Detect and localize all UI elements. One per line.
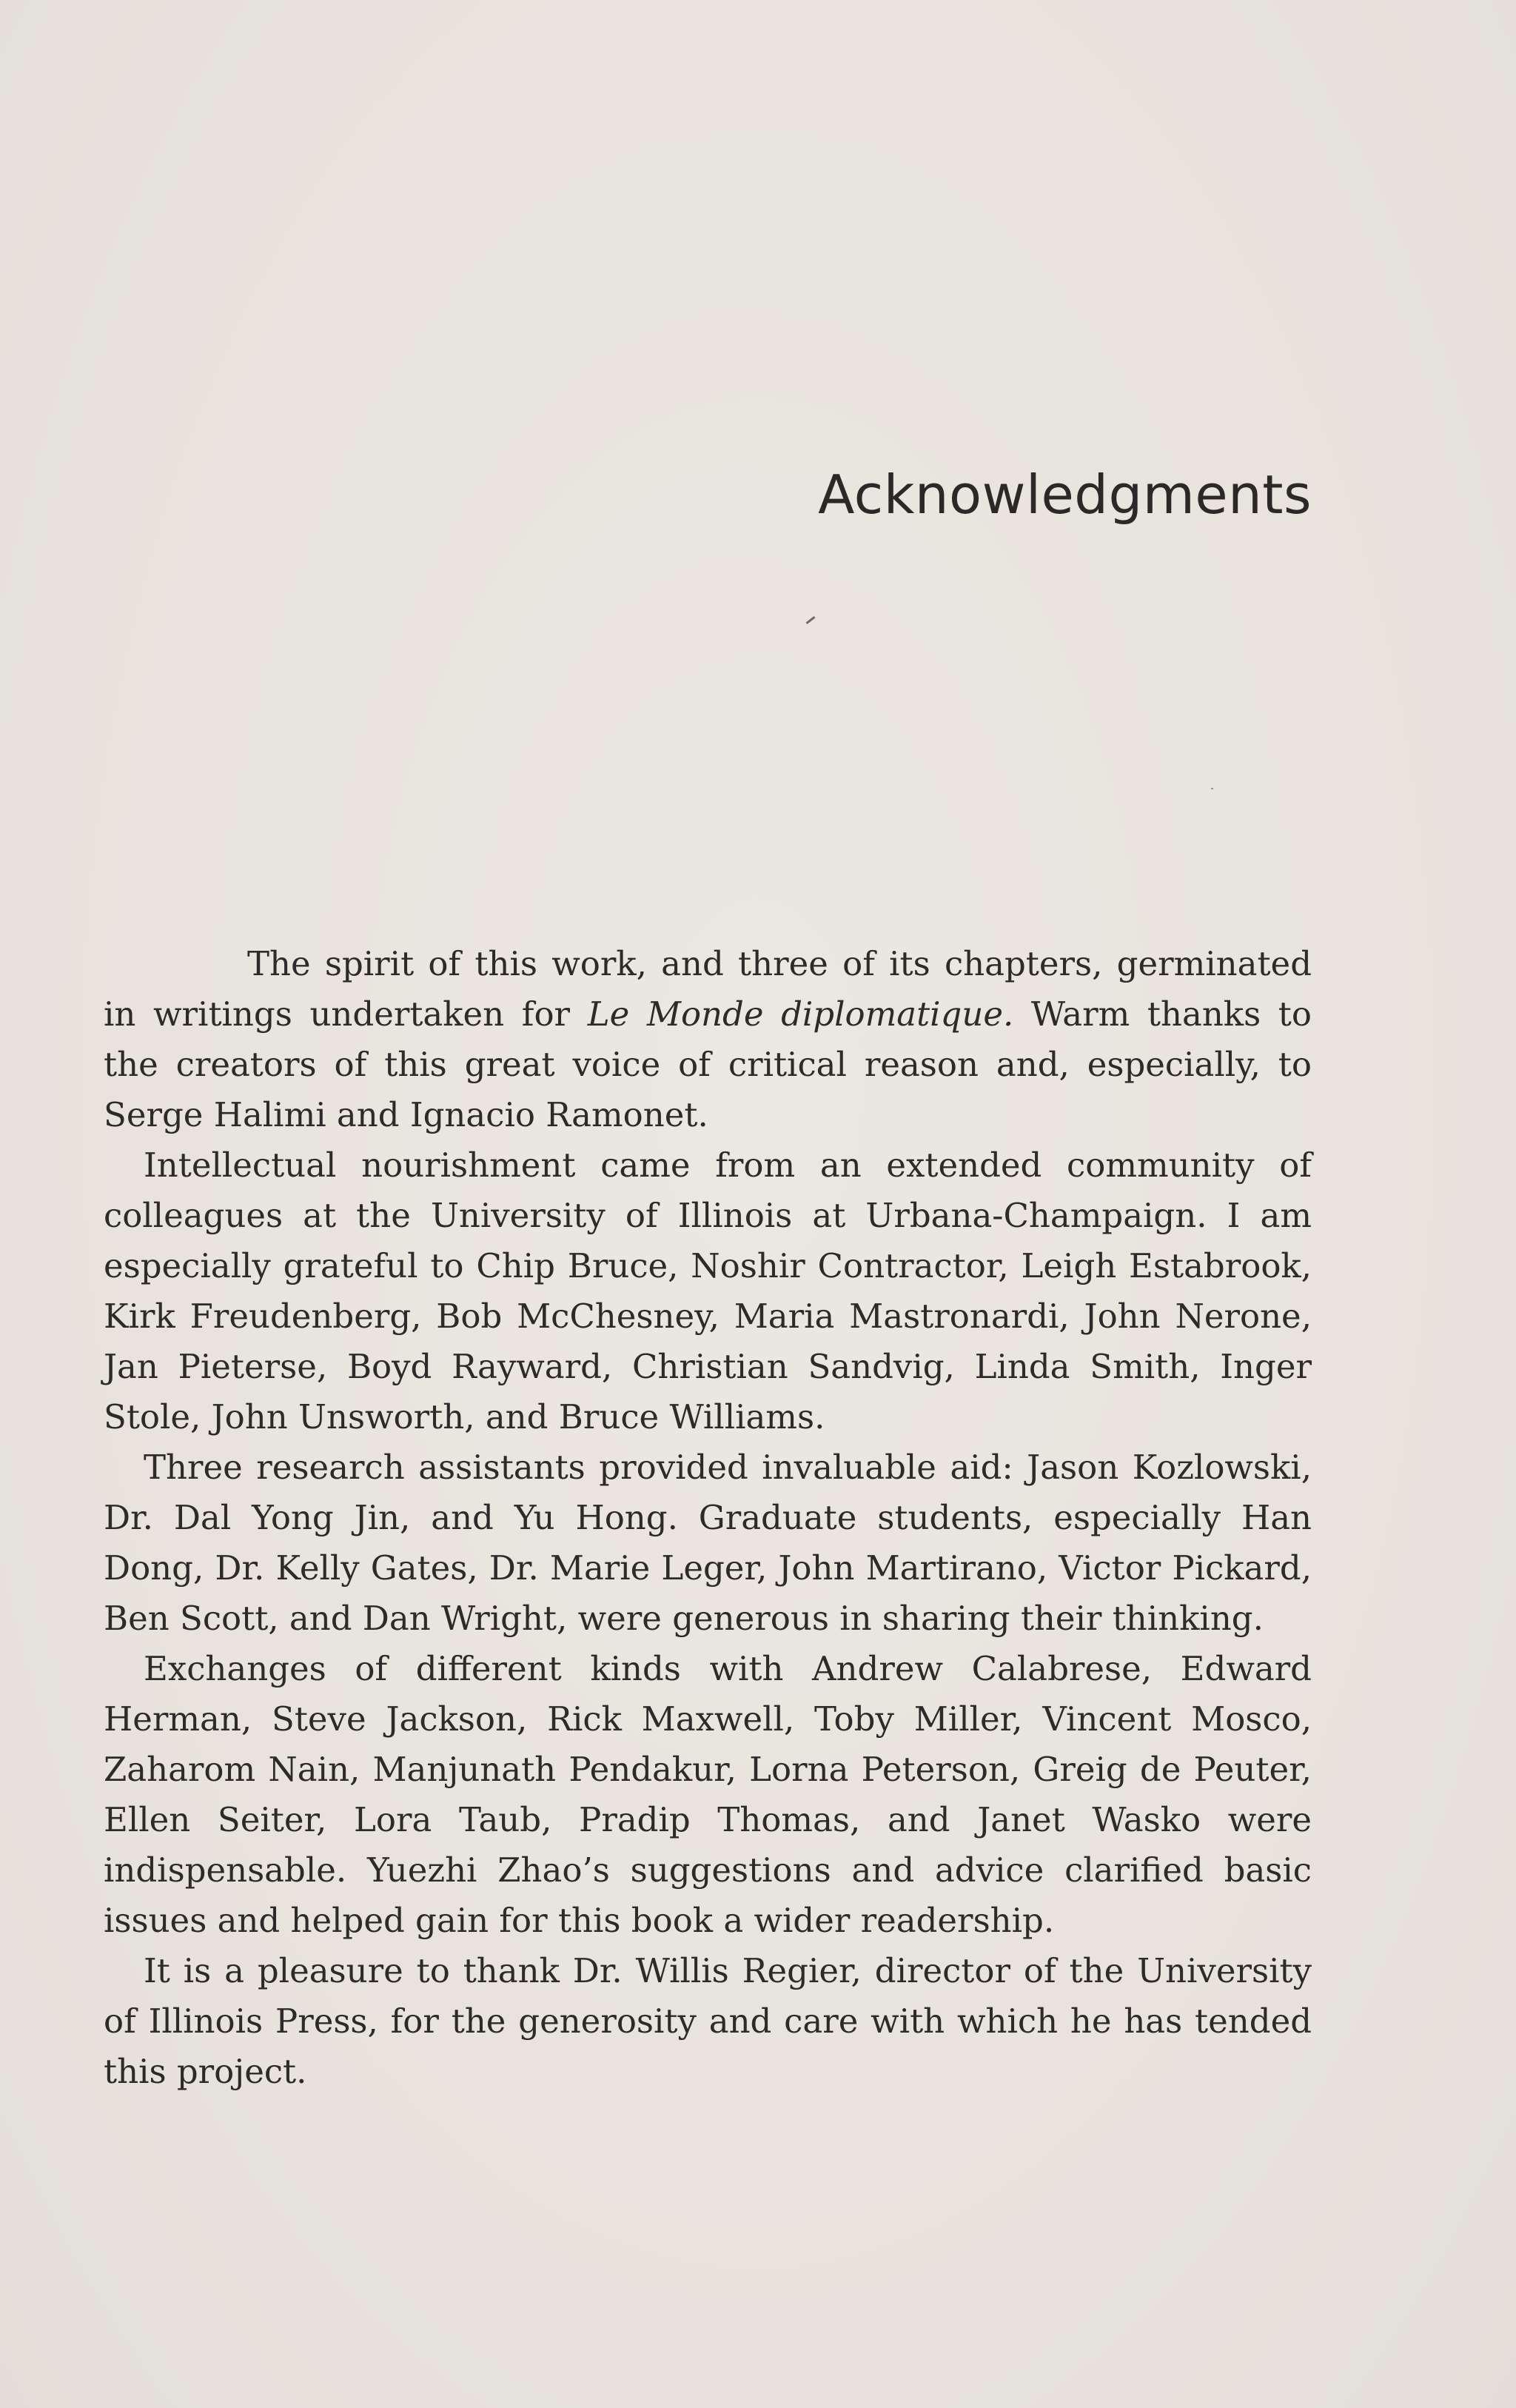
print-speck-dot [1211, 788, 1213, 789]
paragraph-exchanges: Exchanges of different kinds with Andrew Calabrese, Edward Herman, Steve Jackson, Rick Maxwell, Toby Miller, Vincent Mosco, Zaharom Nain, Manjunath Pendakur, Lorna Peterson, Greig de Peuter, Ellen Seiter, Lora Taub, Pradip Thomas, and Janet Wasko were indispensable. Yuezhi Zhao’s suggestions and advice clarified basic issues and helped gain for this book a wider readership. [104, 1649, 1312, 1940]
paragraph-press-thanks: It is a pleasure to thank Dr. Willis Regier, director of the University of Illinois Press, for the generosity and care with which he has tended this project. [104, 1951, 1312, 2091]
chapter-title: Acknowledgments [818, 464, 1312, 526]
paragraph-le-monde [104, 939, 1312, 1140]
paragraph-text-before-italic: The spirit of this work, and three of its chapters, germinated in writings undertaken for [104, 944, 1312, 1034]
paragraph-research-assistants: Three research assistants provided invaluable aid: Jason Kozlowski, Dr. Dal Yong Jin, and Yu Hong. Graduate students, especially Han Dong, Dr. Kelly Gates, Dr. Marie Leger, John Martirano, Victor Pickard, Ben Scott, and Dan Wright, were generous in sharing their thinking. [104, 1448, 1312, 1638]
acknowledgments-body [104, 939, 1312, 2097]
print-speck-mark [806, 616, 816, 624]
paragraph-text-after-italic: Warm thanks to the creators of this great voice of critical reason and, especially, to Serge Halimi and Ignacio Ramonet. [104, 994, 1312, 1134]
paragraph-colleagues: Intellectual nourishment came from an extended community of colleagues at the University of Illinois at Urbana-Champaign. I am especially grateful to Chip Bruce, Noshir Contractor, Leigh Estabrook, Kirk Freudenberg, Bob McChesney, Maria Mastronardi, John Nerone, Jan Pieterse, Boyd Rayward, Christian Sandvig, Linda Smith, Inger Stole, John Unsworth, and Bruce Williams. [104, 1146, 1312, 1437]
publication-title: Le Monde diplomatique. [587, 994, 1014, 1034]
